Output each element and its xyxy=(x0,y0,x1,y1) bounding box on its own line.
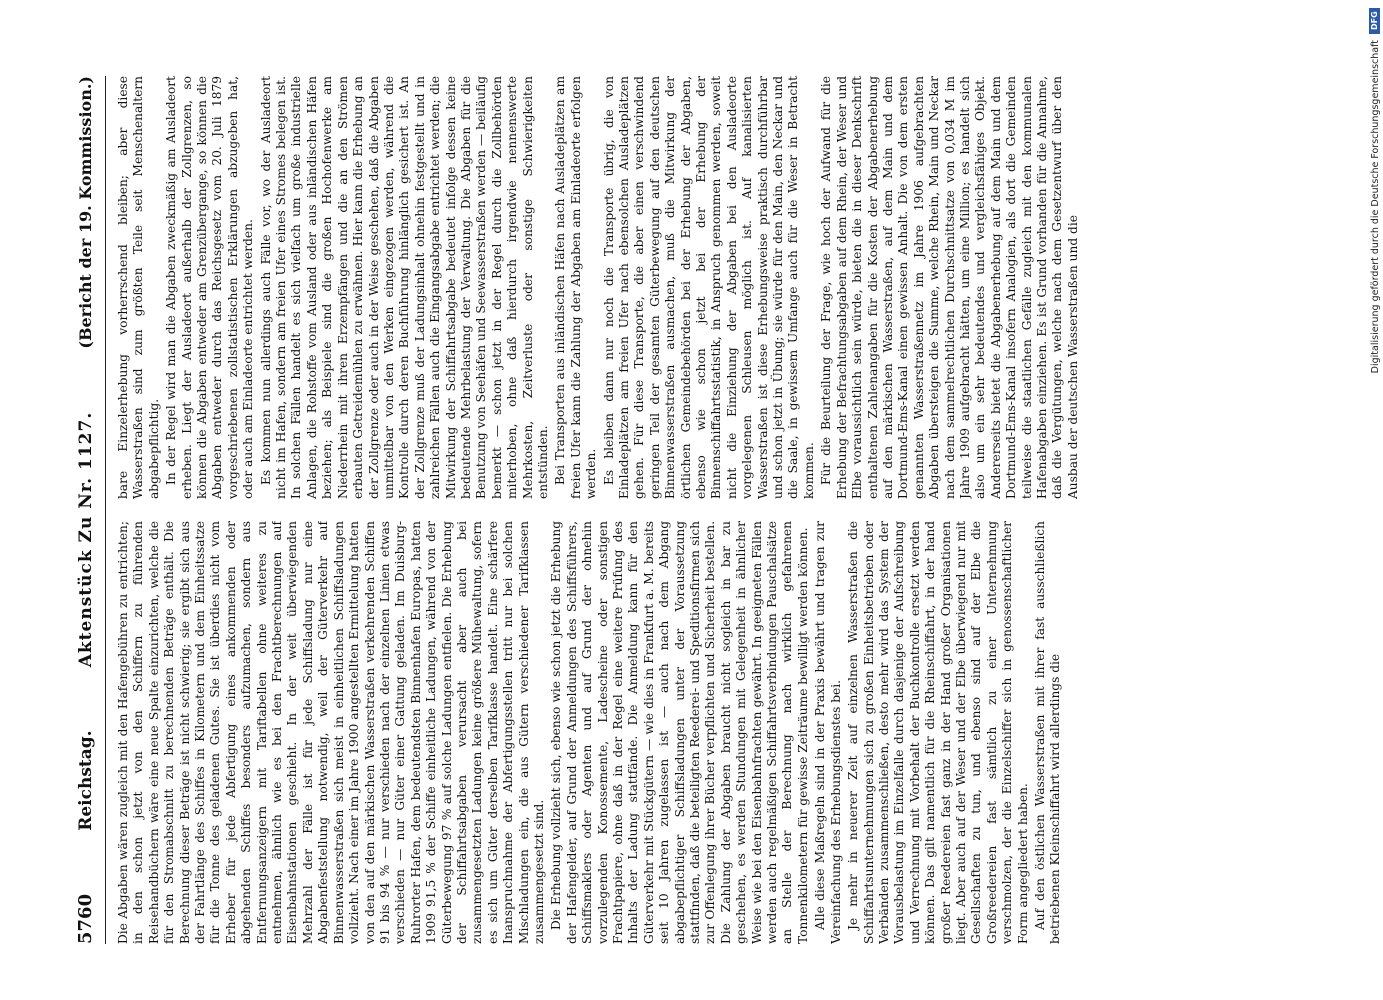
document-page xyxy=(75,70,1315,950)
paragraph: Bei Transporten aus inländischen Häfen nach Ausladeplätzen am freien Ufer kann die Zahlung der Abgaben am Einladeorte erfolgen werden. xyxy=(553,76,599,499)
page-number: 5760 xyxy=(75,893,96,944)
paragraph: Auf den östlichen Wasserstraßen mit ihrer fast ausschließlich betriebenen Kleinschiffahrt wird allerdings die xyxy=(1032,521,1063,944)
paragraph: Je mehr in neuerer Zeit auf einzelnen Wasserstraßen die Schiffahrtsunternehmungen sich zu großen Einheitsbetrieben oder Verbänden zusammenschließen, desto mehr wird das System der Vorausbelastung im Einzelfalle durch dasjenige der Aufschreibung und Verrechnung mit Vorbehalt der Buchkontrolle ersetzt werden können. Das gilt namentlich für die Rheinschiffahrt, in der hand großer Reedereien fast ganz in der Hand großer Organisationen liegt. Aber auch auf der Weser und der Elbe überwiegend nur mit Gesellschaften zu tun, und ebenso sind auf der Elbe die Großreedereien fast sämtlich zu einer Unternehmung verschmolzen, der die Einzelschiffer sich in genossenschaftlicher Form angegliedert haben. xyxy=(846,521,1030,944)
dfg-logo: DFG xyxy=(1369,8,1380,34)
text-columns xyxy=(116,76,1311,944)
column-right xyxy=(116,76,1311,499)
paragraph: Für die Beurteilung der Frage, wie hoch der Aufwand für die Erhebung der Befrachtungsabgaben auf dem Rhein, der Weser und Elbe voraussichtlich sein würde, bieten die in dieser Denkschrift enthaltenen Zahlenangaben für die Kosten der Abgabenerhebung auf den märkischen Wasserstraßen, auf dem Main und dem Dortmund-Ems-Kanal einen gewissen Anhalt. Die von dem ersten genannten Wasserstraßennetz im Jahre 1906 aufgebrachten Abgaben übersteigen die Summe, welche Rhein, Main und Neckar nach dem sammelrechtlichen Durchschnittsatze von 0,034 M im Jahre 1909 aufgebracht hätten, um eine Million; es handelt sich also um ein sehr bedeutendes und vergleichsfähiges Objekt. Andererseits bietet die Abgabenerhebung auf dem Main und dem Dortmund-Ems-Kanal insofern Analogien, als dort die Gemeinden teilweise die staatlichen Gefälle zugleich mit den kommunalen Hafenabgaben einziehen. Es ist Grund vorhanden für die Annahme, daß die Vergütungen, welche nach dem Gesetzentwurf über den Ausbau der deutschen Wasserstraßen und die xyxy=(819,76,1080,499)
paragraph: Die Erhebung vollzieht sich, ebenso wie schon jetzt die Erhebung der Hafengelder, auf Grund der Anmeldungen des Schiffsführers, Schiffsmaklers oder Agenten und auf Grund der ohnehin vorzulegenden Konossemente, Ladescheine oder sonstigen Frachtpapiere, ohne daß in der Regel eine weitere Prüfung des Inhalts der Ladung stattfände. Die Anmeldung kann für den Güterverkehr mit Stückgütern — wie dies in Frankfurt a. M. bereits seit 10 Jahren zugelassen ist — auch nach dem Abgang abgabepflichtiger Schiffsladungen unter der Voraussetzung stattfinden, daß die beteiligten Reederei- und Speditionsfirmen sich zur Offenlegung ihrer Bücher verpflichten und Sicherheit bestellen. Die Zahlung der Abgaben braucht nicht sogleich in bar zu geschehen, es werden Stundungen mit Gelegenheit in ähnlicher Weise wie bei den Eisenbahnfrachten gewährt. In geeigneten Fällen werden auch regelmäßigen Schiffahrtsverbindungen Pauschalsätze an Stelle der Berechnung nach wirklich gefahrenen Tonnenkilometern für gewisse Zeiträume bewilligt werden können. xyxy=(549,521,810,944)
digitization-credit: Digitalisierung gefördert durch die Deutsche Forschungsgemeinschaft xyxy=(1370,40,1381,374)
paragraph: Es kommen nun allerdings auch Fälle vor, wo der Ausladeort nicht im Hafen, sondern am freien Ufer eines Stromes belegen ist. In solchen Fällen handelt es sich vielfach um große industrielle Anlagen, die Rohstoffe vom Ausland oder aus inländischen Häfen beziehen; als Beispiele sind die großen Hochofenwerke am Niederrhein mit ihren Erzempfängen und die an den Strömen erbauten Getreidemühlen zu erwähnen. Hier kann die Erhebung an der Zollgrenze oder auch in der Weise geschehen, daß die Abgaben unmittelbar von den Werken eingezogen werden, während die Kontrolle durch deren Buchführung hinlänglich gesichert ist. An der Zollgrenze muß der Ladungsinhalt ohnehin festgestellt und in zahlreichen Fällen auch die Eingangsabgabe entrichtet werden; die Mitwirkung der Schiffahrtsabgabe bedeutet infolge dessen keine bedeutende Mehrbelastung der Verwaltung. Die Abgaben für die Benutzung von Seehäfen und Seewasserstraßen werden — beiläufig bemerkt — schon jetzt in der Regel durch die Zollbehörden miterhoben, ohne daß hierdurch irgendwie nennenswerte Mehrkosten, Zeitverluste oder sonstige Schwierigkeiten entstünden. xyxy=(258,76,550,499)
header-center-title: Aktenstück Zu Nr. 1127. xyxy=(76,411,96,668)
header-left-title: Reichstag. xyxy=(76,730,96,831)
paragraph: Die Abgaben wären zugleich mit den Hafengebühren zu entrichten; in den schon jetzt von den Schiffern zu führenden Reisehandbüchern wäre eine neue Spalte einzurichten, welche die für den Stromabschnitt zu berechnenden Beträge enthält. Die Berechnung dieser Beträge ist nicht schwierig; sie ergibt sich aus der Fahrtlänge des Schiffes in Kilometern und dem Einheitssatze für die Tonne des geladenen Gutes. Sie ist überdies nicht vom Erheber für jede Abfertigung eines ankommenden oder abgehenden Schiffes besonders aufzumachen, sondern aus Entfernungsanzeigern mit Tariftabellen ohne weiteres zu entnehmen, ähnlich wie es bei den Frachtberechnungen auf Eisenbahnstationen geschieht. In der weit überwiegenden Mehrzahl der Fälle ist für jede Schiffsladung nur eine Abgabenfeststellung notwendig, weil der Güterverkehr auf Binnenwasserstraßen sich meist in einheitlichen Schiffsladungen vollzieht. Nach einer im Jahre 1900 angestellten Ermittelung hatten von den auf den märkischen Wasserstraßen verkehrenden Schiffen 91 bis 94 % — nur verschieden nach der einzelnen Linien etwas verschieden — nur Güter einer Gattung geladen. Im Duisburg-Ruhrorter Hafen, dem bedeutendsten Binnenhafen Europas, hatten 1909 91,5 % der Schiffe einheitliche Ladungen, während von der Güterbewegung 97 % auf solche Ladungen entfielen. Die Erhebung der Schiffahrtsabgaben verursacht aber auch bei zusammengesetzten Ladungen keine größere Mühewaltung, sofern es sich um Güter derselben Tarifklasse handelt. Eine schärfere Inanspruchnahme der Abfertigungsstellen tritt nur bei solchen Mischladungen ein, die aus Gütern verschiedener Tarifklassen zusammengesetzt sind. xyxy=(116,521,546,944)
column-left xyxy=(116,521,1311,944)
paragraph: bare Einzelerhebung vorherrschend bleiben; aber diese Wasserstraßen sind zum größten Teile seit Menschenaltern abgabepflichtig. xyxy=(116,76,161,499)
page-header xyxy=(75,76,106,944)
header-right-title: (Bericht der 19. Kommission.) xyxy=(76,76,95,349)
paragraph: Alle diese Maßregeln sind in der Praxis bewährt und tragen zur Vereinfachung des Erhebungsdienstes bei. xyxy=(813,521,843,944)
paragraph: In der Regel wird man die Abgaben zweckmäßig am Ausladeort erheben. Liegt der Ausladeort außerhalb der Zollgrenzen, so können die Abgaben entweder am Grenzübergange, so können die Abgaben entweder durch das Reichsgesetz vom 20. Juli 1879 vorgeschriebenen zollstatistischen Erklärungen abzugeben hat, oder auch am Einladeorte entrichtet werden. xyxy=(164,76,256,499)
paragraph: Es bleiben dann nur noch die Transporte übrig, die von Einladeplätzen am freien Ufer nach ebensolchen Ausladeplätzen gehen. Für diese Transporte, die aber einen verschwindend geringen Teil der gesamten Güterbewegung auf den deutschen Binnenwasserstraßen ausmachen, muß die Mitwirkung der örtlichen Gemeindebehörden bei der Erhebung der Abgaben, ebenso wie schon jetzt bei der Erhebung der Binnenschiffahrtsstatistik, in Anspruch genommen werden, soweit nicht die Einziehung der Abgaben bei den Ausladeorte vorgelegenen Schleusen möglich ist. Auf kanalisierten Wasserstraßen ist diese Erhebungsweise praktisch durchführbar und schon jetzt in Übung; sie würde für den Main, den Neckar und die Saale, in gewissem Umfange auch für die Weser in Betracht kommen. xyxy=(601,76,816,499)
